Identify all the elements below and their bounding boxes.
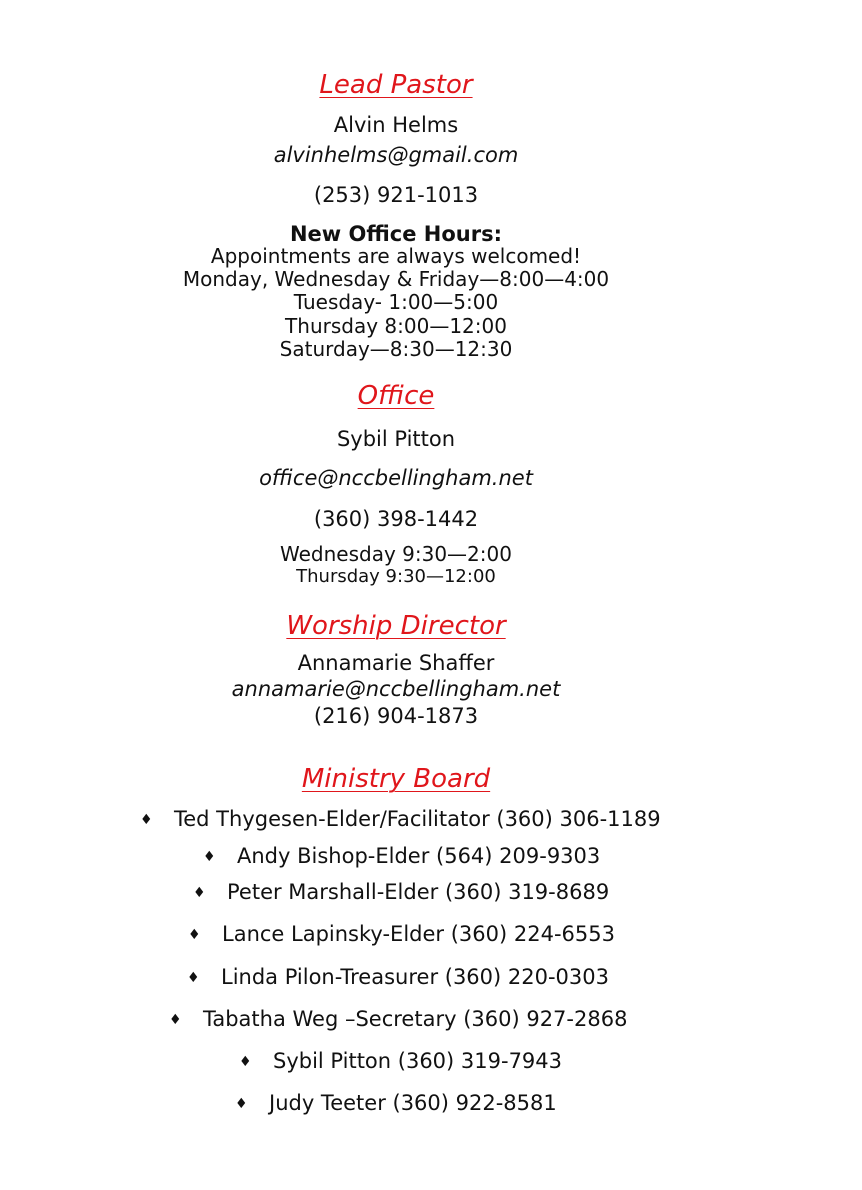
lead-pastor-phone: (253) 921-1013 <box>313 183 479 207</box>
office-hours-line: Saturday—8:30—12:30 <box>279 337 513 361</box>
office-hours-line: Thursday 8:00—12:00 <box>285 314 507 338</box>
office-hours-line: Monday, Wednesday & Friday—8:00—4:00 <box>182 267 610 291</box>
office-name: Sybil Pitton <box>336 427 456 451</box>
office-email[interactable]: office@nccbellingham.net <box>259 466 533 490</box>
board-member <box>187 965 609 989</box>
diamond-bullet-icon: ♦ <box>169 1012 182 1028</box>
office-hours-line: Wednesday 9:30—2:00 <box>280 542 512 566</box>
ministry-board-heading: Ministry Board <box>301 764 491 794</box>
diamond-bullet-icon: ♦ <box>140 812 153 828</box>
board-member-label: Sybil Pitton (360) 319-7943 <box>273 1049 563 1073</box>
lead-pastor-email[interactable]: alvinhelms@gmail.com <box>273 143 519 167</box>
office-hours-line: Appointments are always welcomed! <box>210 244 582 268</box>
diamond-bullet-icon: ♦ <box>188 927 201 943</box>
board-member-label: Andy Bishop-Elder (564) 209-9303 <box>237 844 601 868</box>
lead-pastor-name: Alvin Helms <box>333 113 459 137</box>
board-member-label: Tabatha Weg –Secretary (360) 927-2868 <box>203 1007 628 1031</box>
office-hours-line: Thursday 9:30—12:00 <box>296 566 496 587</box>
worship-director-name: Annamarie Shaffer <box>297 651 495 675</box>
lead-pastor-heading: Lead Pastor <box>319 70 473 100</box>
diamond-bullet-icon: ♦ <box>203 849 216 865</box>
office-heading: Office <box>357 381 435 411</box>
board-member <box>140 807 661 831</box>
board-member-label: Peter Marshall-Elder (360) 319-8689 <box>227 880 610 904</box>
diamond-bullet-icon: ♦ <box>239 1054 252 1070</box>
board-member <box>188 922 615 946</box>
board-member <box>203 844 600 868</box>
board-member <box>235 1091 557 1115</box>
diamond-bullet-icon: ♦ <box>235 1096 248 1112</box>
office-phone: (360) 398-1442 <box>313 507 479 531</box>
worship-director-heading: Worship Director <box>286 611 506 641</box>
board-member-label: Linda Pilon-Treasurer (360) 220-0303 <box>221 965 609 989</box>
worship-director-phone: (216) 904-1873 <box>313 704 479 728</box>
diamond-bullet-icon: ♦ <box>193 885 206 901</box>
board-member <box>169 1007 627 1031</box>
worship-director-email[interactable]: annamarie@nccbellingham.net <box>231 677 561 701</box>
office-hours-title: New Office Hours: <box>289 222 502 246</box>
board-member-label: Judy Teeter (360) 922-8581 <box>269 1091 557 1115</box>
office-hours-line: Tuesday- 1:00—5:00 <box>293 290 499 314</box>
board-member <box>193 880 609 904</box>
board-member <box>239 1049 562 1073</box>
diamond-bullet-icon: ♦ <box>187 970 200 986</box>
board-member-label: Lance Lapinsky-Elder (360) 224-6553 <box>222 922 615 946</box>
board-member-label: Ted Thygesen-Elder/Facilitator (360) 306-1189 <box>174 807 661 831</box>
